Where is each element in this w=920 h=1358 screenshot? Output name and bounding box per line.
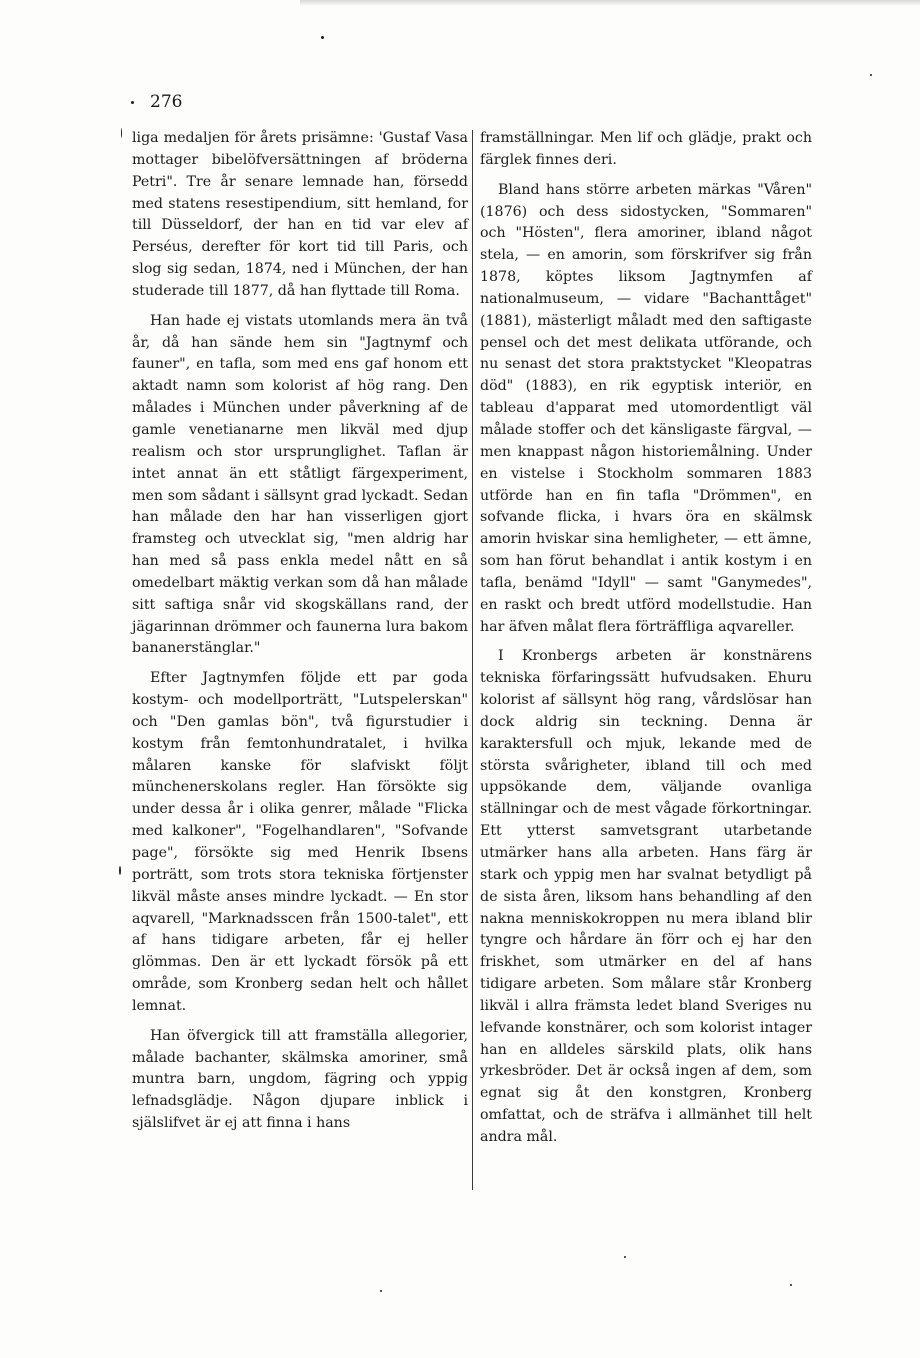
column-divider [472,130,473,1190]
scan-speck [870,74,872,76]
scan-speck [624,1256,626,1258]
right-column [480,128,812,1149]
left-column [132,128,468,1135]
scan-speck [121,128,122,138]
left-paragraph-4: Han öfvergick till att framställa allegorier, målade bachanter, skälmska amoriner, små muntra barn, ungdom, fägring och yppig lefnadsglädje. Någon djupare inblick i själslifvet är ej att finna i hans [132,1027,468,1132]
scan-speck [131,101,134,104]
scan-speck [790,1284,792,1286]
right-paragraph-3: I Kronbergs arbeten är konstnärens tekniska förfaringssätt hufvudsaken. Ehuru kolorist af sällsynt hög rang, vårdslösar han dock aldrig sin teckning. Denna är karaktersfull och mjuk, lekande med de största svårigheter, ibland till och med uppsökande dem, väljande ovanliga ställningar och de mest vågade förkortningar. Ett ytterst samvetsgrant utarbetande utmärker hans alla arbeten. Hans färg är stark och yppig men har svalnat betydligt på de sista åren, liksom hans behandling af den nakna menniskokroppen nu mera ibland blir tyngre och hårdare än förr och ej har den friskhet, som utmärker en del af hans tidigare arbeten. Som målare står Kronberg likväl i allra främsta ledet bland Sveriges nu lefvande konstnärer, och som kolorist intager han en alldeles särskild plats, olik hans yrkesbröder. Det är också ingen af dem, som egnat sig åt den konstgren, Kronberg omfattat, och de sträfva i allmänhet till helt andra mål. [480,648,812,1145]
scan-speck [321,36,324,39]
left-paragraph-3: Efter Jagtnymfen följde ett par goda kostym- och modellporträtt, "Lutspelerskan" och "Den gamlas bön", två figurstudier i kostym från femtonhundratalet, i hvilka målaren kanske för slafviskt följt münchenerskolans regler. Han försökte sig under dessa år i olika genrer, målade "Flicka med kalkoner", "Fogelhandlaren", "Sofvande page", försökte sig med Henrik Ibsens porträtt, som trots stora tekniska förtjenster likväl måste anses mindre lyckadt. — En stor aqvarell, "Marknadsscen från 1500-talet", ett af hans tidigare arbeten, får ej heller glömmas. Den är ett lyckadt försök på ett område, som Kronberg sedan helt och hållet lemnat. [132,670,468,1014]
left-paragraph-1: liga medaljen för årets prisämne: 'Gustaf Vasa mottager bibelöfversättningen af bröderna Petri". Tre år senare lemnade han, försedd med statens resestipendium, sitt hemland, for till Düsseldorf, der han en tid var elev af Perséus, derefter för kort tid till Paris, och slog sig sedan, 1874, ned i München, der han studerade till 1877, då han flyttade till Roma. [132,130,468,299]
left-paragraph-2: Han hade ej vistats utomlands mera än två år, då han sände hem sin "Jagtnymf och fauner", en tafla, som med ens gaf honom ett aktadt namn som kolorist af hög rang. Den målades i München under påverkning af de gamle venetianarne men likväl med djup realism och stor ursprunglighet. Taflan är intet annat än ett ståtligt färgexperiment, men som sådant i sällsynt grad lyckadt. Sedan han målade den har han visserligen gjort framsteg och utvecklat sig, "men aldrig har han med så pass enkla medel nått en så omedelbart mäktig verkan som då han målade sitt saftiga snår vid skogskällans rand, der jägarinnan drömmer och faunerna lura bakom bananerstänglar." [132,312,468,657]
right-paragraph-2: Bland hans större arbeten märkas "Våren" (1876) och dess sidostycken, "Sommaren" och "Hösten", flera amoriner, ibland något stela, — en amorin, som förskrifver sig från 1878, köptes liksom Jagtnymfen af nationalmuseum, — vidare "Bachanttåget" (1881), mästerligt måladt med den saftigaste pensel och det mest delikata utförande, och nu senast det stora praktstycket "Kleopatras död" (1883), en rik egyptisk interiör, en tableau d'apparat med utomordentligt väl målade stoffer och det känsligaste färgval, — men knappast någon historiemålning. Under en vistelse i Stockholm sommaren 1883 utförde han en fin tafla "Drömmen", en sofvande flicka, i hvars öra en skälmsk amorin hviskar sina hemligheter, — ett ämne, som han förut behandlat i antik kostym i en tafla, benämd "Idyll" — samt "Ganymedes", en raskt och bredt utförd modellstudie. Han har äfven målat flera förträffliga aqvareller. [480,181,812,635]
scan-speck [119,866,121,875]
page-number: 276 [150,92,183,112]
scan-edge-shadow [300,0,920,6]
scan-speck [380,1290,382,1292]
right-paragraph-1: framställningar. Men lif och glädje, prakt och färglek finnes deri. [480,130,812,168]
